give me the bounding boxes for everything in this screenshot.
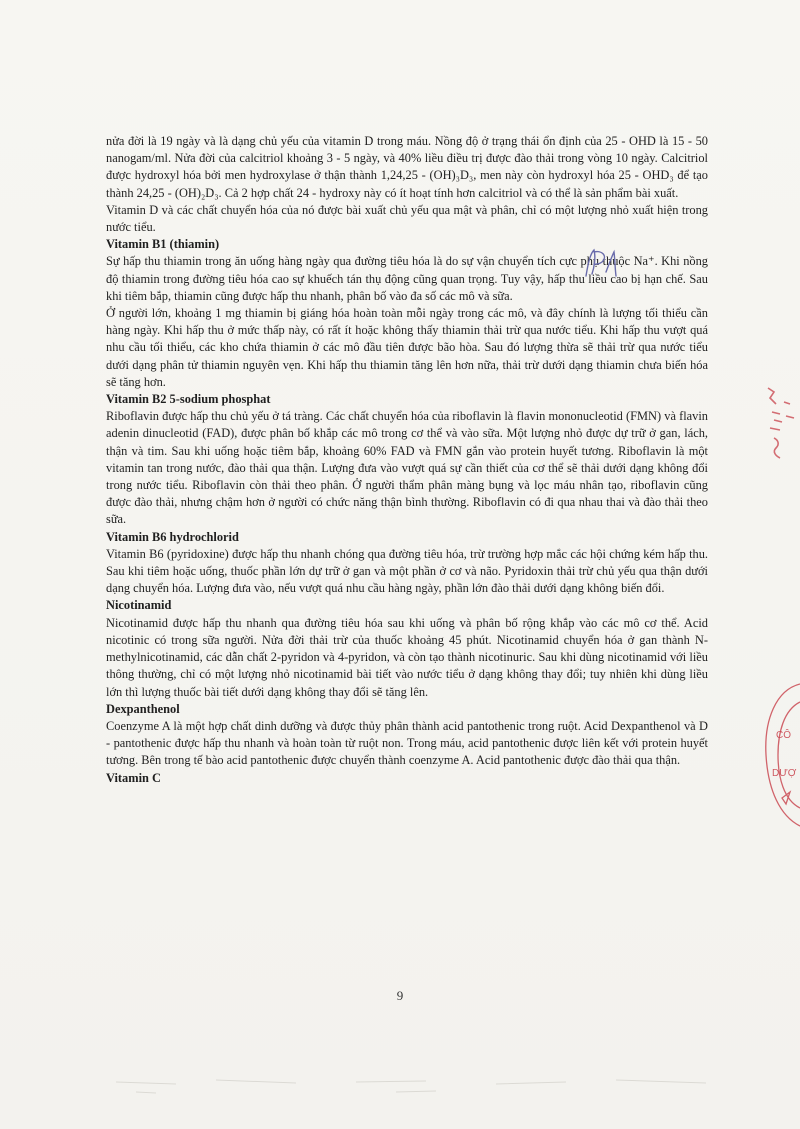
section-heading: Nicotinamid [106, 598, 172, 613]
paragraph: Riboflavin được hấp thu chủ yếu ở tá tràng. Các chất chuyển hóa của riboflavin là flavin mononucleotid (FMN) và flavin adenin dinucleotid (FAD), được phân bố khắp các mô trong cơ thể và vào sữa. Một lượng nhỏ được dự trữ ở gan, lách, thận và tim. Sau khi uống hoặc tiêm bắp, khoảng 60% FAD và FMN gắn vào protein huyết tương. Riboflavin là một vitamin tan trong nước, đào thải qua thận. Lượng đưa vào vượt quá sự cần thiết của cơ thể sẽ thải dưới dạng không đổi trong nước tiểu. Riboflavin còn thải theo phân. Ở người thẩm phân màng bụng và lọc máu nhân tạo, riboflavin cũng được đào thải, nhưng chậm hơn ở người có chức năng thận bình thường. Riboflavin có đi qua nhau thai và đào thải theo sữa. [106, 409, 708, 527]
paragraph: Vitamin D và các chất chuyển hóa của nó được bài xuất chủ yếu qua mật và phân, chỉ có một lượng nhỏ xuất hiện trong nước tiểu. [106, 202, 708, 235]
section-heading: Dexpanthenol [106, 701, 180, 716]
seal-text-top: CÔ [776, 730, 791, 741]
official-seal-fragment-icon [756, 680, 800, 830]
scan-artifact-icon [96, 1062, 736, 1102]
paragraph: nửa đời là 19 ngày và là dạng chủ yếu của vitamin D trong máu. Nồng độ ở trạng thái ổn định của 25 - OHD là 15 - 50 nanogam/ml. Nửa đời của calcitriol khoảng 3 - 5 ngày, và 40% liều điều trị được đào thải trong vòng 10 ngày. Calcitriol được hydroxyl hóa bởi men hydroxylase ở thận thành 1,24,25 - (OH)₃D₃, men này còn hydroxyl hóa 25 - OHD₃ để tạo thành 24,25 - (OH)₂D₃. Cả 2 hợp chất 24 - hydroxy này có ít hoạt tính hơn calcitriol và có thể là sản phẩm bài xuất. [106, 134, 708, 200]
handwritten-initials-icon [582, 246, 622, 280]
page-number: 9 [396, 988, 404, 1003]
section-heading: Vitamin B1 (thiamin) [106, 237, 220, 252]
section-heading: Vitamin B2 5-sodium phosphat [106, 392, 271, 407]
section-heading: Vitamin B6 hydrochlorid [106, 529, 239, 544]
paragraph: Ở người lớn, khoảng 1 mg thiamin bị giáng hóa hoàn toàn mỗi ngày trong các mô, và đây chính là lượng tối thiểu cần hàng ngày. Khi hấp thu ở mức thấp này, có rất ít hoặc không thấy thiamin thải trừ qua nước tiểu. Khi hấp thu vượt quá nhu cầu tối thiểu, các kho chứa thiamin ở các mô đầu tiên được bão hòa. Sau đó lượng thừa sẽ thải trừ qua nước tiểu dưới dạng phân tử thiamin nguyên vẹn. Khi hấp thu thiamin tăng lên hơn nữa, thải trừ dưới dạng thiamin chưa biến hóa sẽ tăng hơn. [106, 306, 708, 389]
red-stamp-fragment-icon [760, 382, 800, 470]
document-body [106, 133, 708, 787]
paragraph: Sự hấp thu thiamin trong ăn uống hàng ngày qua đường tiêu hóa là do sự vận chuyển tích cực phụ thuộc Na⁺. Khi nồng độ thiamin trong đường tiêu hóa cao sự khuếch tán thụ động cũng quan trọng. Tuy vậy, hấp thu liều cao bị hạn chế. Sau khi tiêm bắp, thiamin cũng được hấp thu nhanh, phân bố vào đa số các mô và sữa. [106, 254, 708, 303]
paragraph: Coenzyme A là một hợp chất dinh dưỡng và được thủy phân thành acid pantothenic trong ruột. Acid Dexpanthenol và D - pantothenic được hấp thu nhanh và hoàn toàn từ ruột non. Trong máu, acid pantothenic được liên kết với protein huyết tương. Bên trong tế bào acid pantothenic được chuyển thành coenzyme A. Acid pantothenic được đào thải qua thận. [106, 718, 708, 768]
paragraph: Vitamin B6 (pyridoxine) được hấp thu nhanh chóng qua đường tiêu hóa, trừ trường hợp mắc các hội chứng kém hấp thu. Sau khi tiêm hoặc uống, thuốc phần lớn dự trữ ở gan và một phần ở cơ và não. Pyridoxin thải trừ chủ yếu qua thận dưới dạng chuyển hóa. Lượng đưa vào, nếu vượt quá nhu cầu hàng ngày, phần lớn đào thải dưới dạng không biến đổi. [106, 546, 708, 596]
section-heading: Vitamin C [106, 770, 161, 785]
seal-text-bottom: DƯỢ [772, 768, 797, 779]
paragraph: Nicotinamid được hấp thu nhanh qua đường tiêu hóa sau khi uống và phân bố rộng khắp vào các mô cơ thể. Acid nicotinic có trong sữa người. Nửa đời thải trừ của thuốc khoảng 45 phút. Nicotinamid chuyển hóa ở gan thành N-methylnicotinamid, các dẫn chất 2-pyridon và 4-pyridon, và còn tạo thành nicotinuric. Sau khi dùng nicotinamid với liều thông thường, chỉ có một lượng nhỏ nicotinamid bài tiết vào nước tiểu ở dạng không thay đổi; tuy nhiên khi dùng liều lớn thì lượng thuốc bài tiết dưới dạng không thay đổi sẽ tăng lên. [106, 615, 708, 699]
